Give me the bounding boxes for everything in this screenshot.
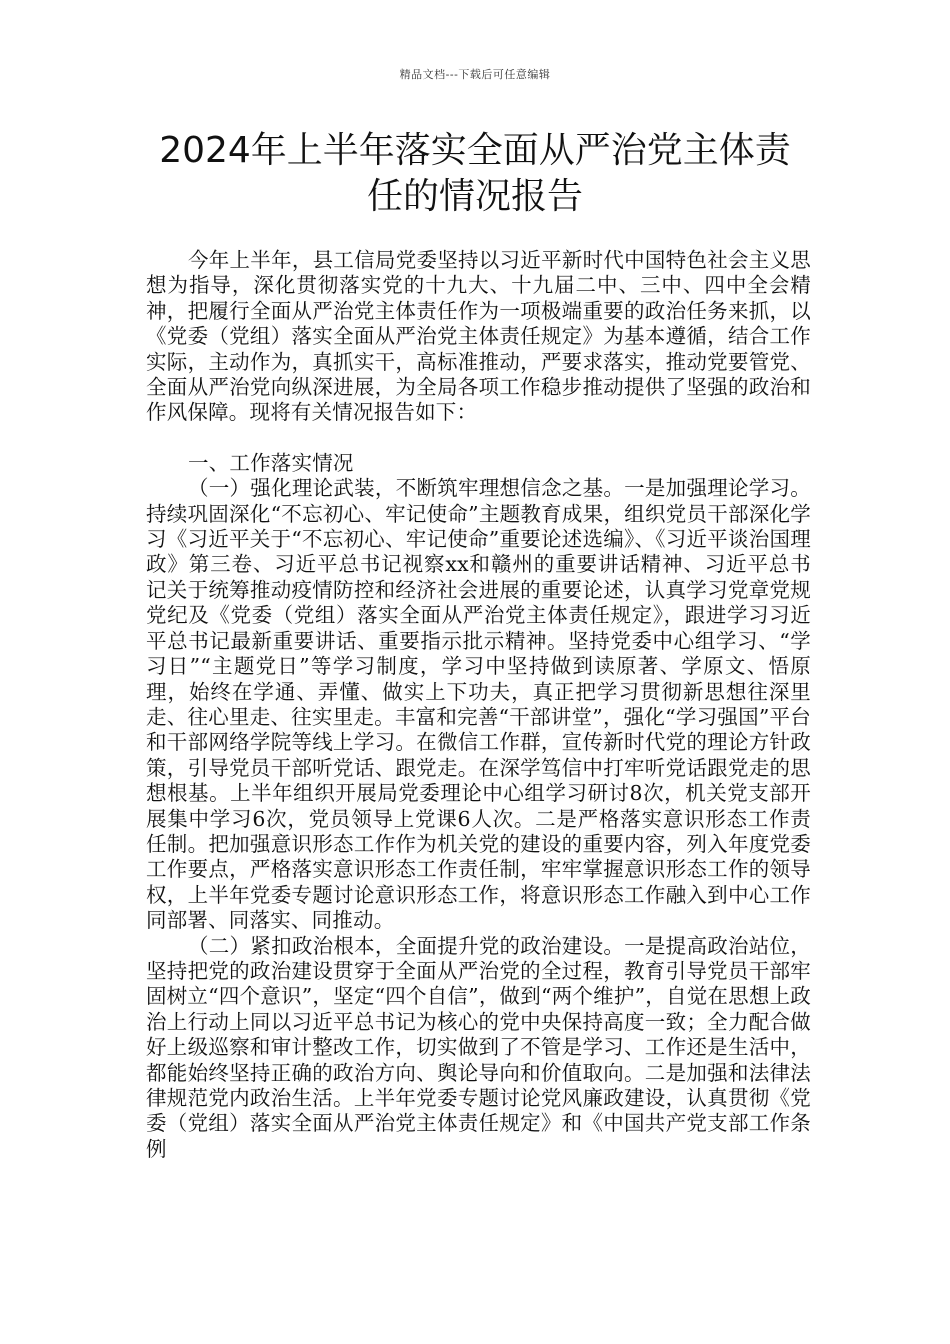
document-title — [140, 128, 810, 220]
section-heading: 一、工作落实情况 — [188, 450, 354, 475]
header-note: 精品文档---下载后可任意编辑 — [399, 68, 551, 81]
title-line-1: 2024年上半年落实全面从严治党主体责 — [159, 130, 791, 171]
intro-paragraph: 今年上半年，县工信局党委坚持以习近平新时代中国特色社会主义思想为指导，深化贯彻落实党的十九大、十九届二中、三中、四中全会精神，把履行全面从严治党主体责任作为一项极端重要的政治任务来抓，以《党委（党组）落实全面从严治党主体责任规定》为基本遵循，结合工作实际，主动作为，真抓实干，高标准推动，严要求落实，推动党要管党、全面从严治党向纵深进展，为全局各项工作稳步推动提供了坚强的政治和作风保障。现将有关情况报告如下： — [146, 248, 811, 425]
title-line-2: 任的情况报告 — [366, 176, 583, 217]
subsection-2-paragraph: （二）紧扣政治根本，全面提升党的政治建设。一是提高政治站位，坚持把党的政治建设贯穿于全面从严治党的全过程，教育引导党员干部牢固树立“四个意识”，坚定“四个自信”，做到“两个维护”，自觉在思想上政治上行动上同以习近平总书记为核心的党中央保持高度一致；全力配合做好上级巡察和审计整改工作，切实做到了不管是学习、工作还是生活中，都能始终坚持正确的政治方向、舆论导向和价值取向。二是加强和法律法律规范党内政治生活。上半年党委专题讨论党风廉政建设，认真贯彻《党委（党组）落实全面从严治党主体责任规定》和《中国共产党支部工作条例 — [146, 933, 811, 1161]
subsection-1-paragraph: （一）强化理论武装，不断筑牢理想信念之基。一是加强理论学习。持续巩固深化“不忘初心、牢记使命”主题教育成果，组织党员干部深化学习《习近平关于“不忘初心、牢记使命”重要论述选编》、《习近平谈治国理政》第三卷、习近平总书记视察xx和赣州的重要讲话精神、习近平总书记关于统筹推动疫情防控和经济社会进展的重要论述，认真学习党章党规党纪及《党委（党组）落实全面从严治党主体责任规定》，跟进学习习近平总书记最新重要讲话、重要指示批示精神。坚持党委中心组学习、“学习日”“主题党日”等学习制度，学习中坚持做到读原著、学原文、悟原理，始终在学通、弄懂、做实上下功夫，真正把学习贯彻新思想往深里走、往心里走、往实里走。丰富和完善“干部讲堂”，强化“学习强国”平台和干部网络学院等线上学习。在微信工作群，宣传新时代党的理论方针政策，引导党员干部听党话、跟党走。在深学笃信中打牢听党话跟党走的思想根基。上半年组织开展局党委理论中心组学习研讨8次，机关党支部开展集中学习6次，党员领导上党课6人次。二是严格落实意识形态工作责任制。把加强意识形态工作作为机关党的建设的重要内容，列入年度党委工作要点，严格落实意识形态工作责任制，牢牢掌握意识形态工作的领导权，上半年党委专题讨论意识形态工作，将意识形态工作融入到中心工作同部署、同落实、同推动。 — [146, 476, 811, 933]
document-body — [146, 248, 811, 1162]
